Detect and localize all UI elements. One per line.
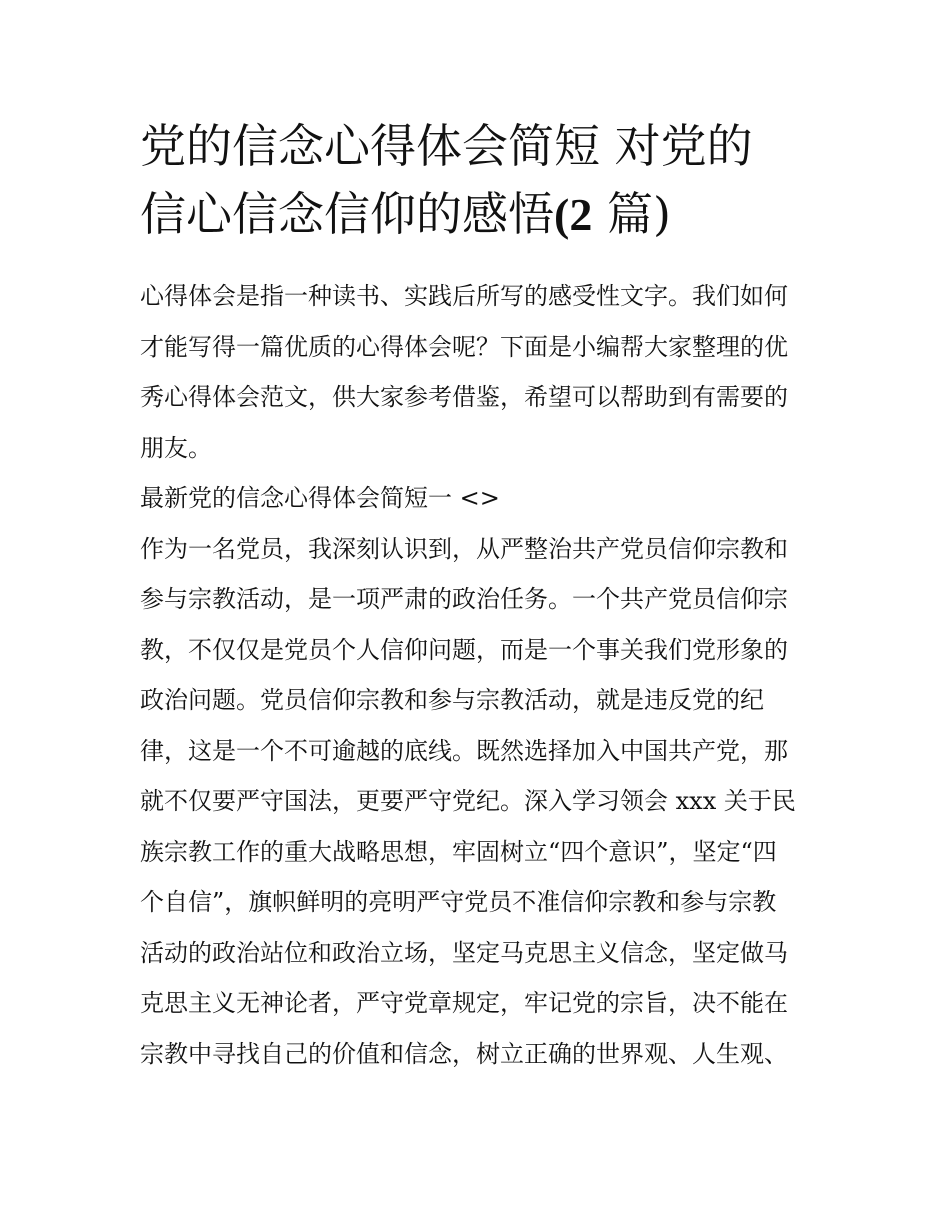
title-line-2 — [140, 187, 671, 241]
intro-line: 朋友。 — [140, 433, 212, 462]
title-line-2-text: 信心信念信仰的感悟 — [140, 187, 554, 241]
body-line: 就不仅要严守国法，更要严守党纪。深入学习领会 xxx 关于民 — [140, 787, 796, 815]
body-line: 律，这是一个不可逾越的底线。既然选择加入中国共产党，那 — [140, 736, 788, 765]
title-line-1: 党的信念心得体会简短 对党的 — [140, 119, 753, 173]
body-line: 宗教中寻找自己的价值和信念，树立正确的世界观、人生观、 — [140, 1039, 788, 1068]
body-line: 参与宗教活动，是一项严肃的政治任务。一个共产党员信仰宗 — [140, 585, 788, 613]
body-line: 活动的政治站位和政治立场，坚定马克思主义信念，坚定做马 — [140, 938, 788, 967]
body-line: 个自信”，旗帜鲜明的亮明严守党员不准信仰宗教和参与宗教 — [140, 888, 777, 916]
title-line-2-suffix: 篇) — [592, 187, 671, 241]
document-title — [140, 112, 812, 249]
body-line: 教，不仅仅是党员个人信仰问题，而是一个事关我们党形象的 — [140, 635, 788, 664]
intro-paragraph — [140, 271, 812, 473]
body-line: 政治问题。党员信仰宗教和参与宗教活动，就是违反党的纪 — [140, 686, 764, 714]
intro-line: 心得体会是指一种读书、实践后所写的感受性文字。我们如何 — [140, 282, 788, 310]
body-line: 作为一名党员，我深刻认识到，从严整治共产党员信仰宗教和 — [140, 534, 788, 563]
intro-line: 才能写得一篇优质的心得体会呢？下面是小编帮大家整理的优 — [140, 332, 788, 361]
section-heading: 最新党的信念心得体会简短一 <> — [140, 484, 500, 512]
document-content — [140, 112, 812, 1079]
body-line: 克思主义无神论者，严守党章规定，牢记党的宗旨，决不能在 — [140, 989, 788, 1017]
title-line-2-count: (2 — [554, 189, 593, 240]
body-line: 族宗教工作的重大战略思想，牢固树立“四个意识”，坚定“四 — [140, 837, 777, 866]
body-paragraph — [140, 524, 812, 1080]
intro-line: 秀心得体会范文，供大家参考借鉴，希望可以帮助到有需要的 — [140, 383, 788, 411]
